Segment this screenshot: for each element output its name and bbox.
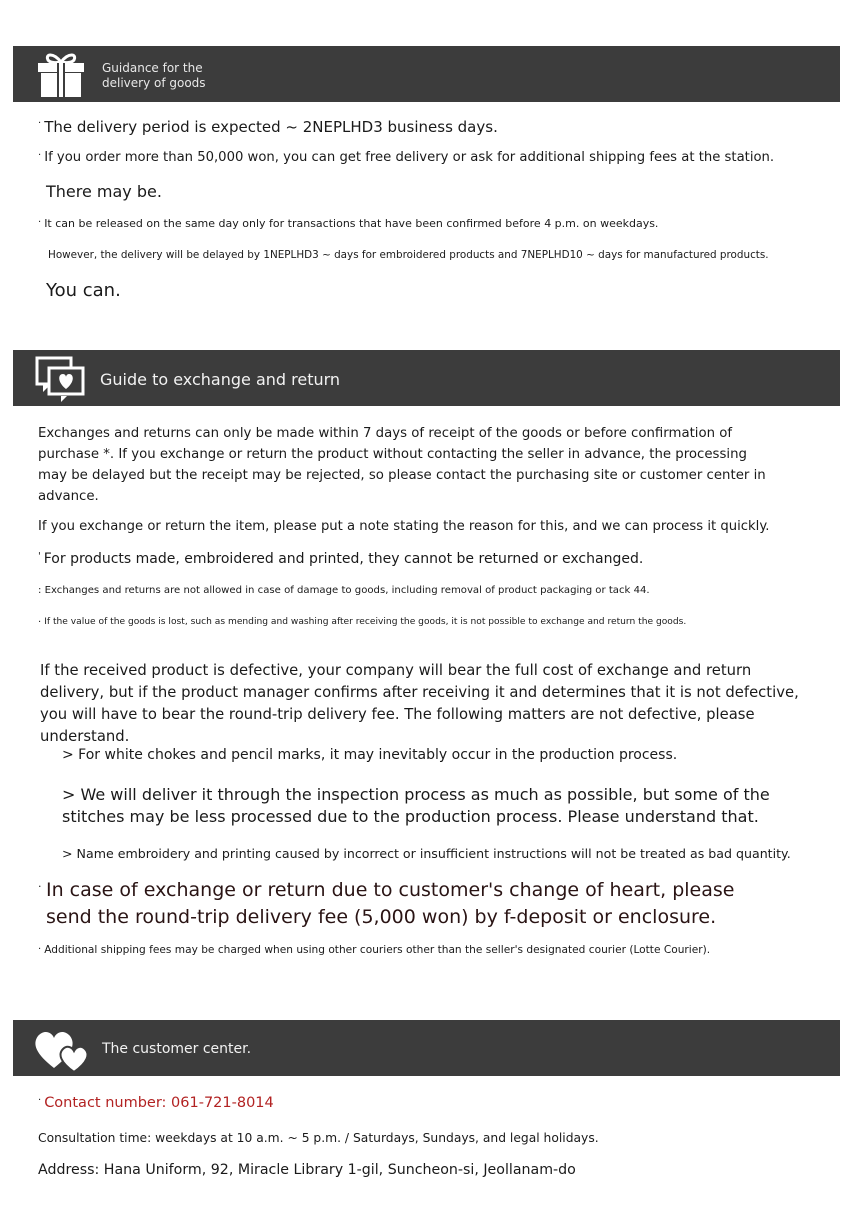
exchange-note: If you exchange or return the item, please put a note stating the reason for this, and we can process it quickly. <box>38 519 770 534</box>
delivery-banner <box>13 46 840 102</box>
delivery-item: · The delivery period is expected ~ 2NEPLHD3 business days. <box>38 118 498 136</box>
exchange-additional-fees-text: Additional shipping fees may be charged when using other couriers other than the seller's designated courier (Lotte Courier). <box>44 944 711 956</box>
exchange-change-of-heart: In case of exchange or return due to customer's change of heart, please send the round-trip delivery fee (5,000 won) by f-deposit or enclosure. <box>46 879 735 928</box>
delivery-heading-line2: delivery of goods <box>102 76 206 90</box>
delivery-item-text: It can be released on the same day only for transactions that have been confirmed before 4 p.m. on weekdays. <box>44 217 659 230</box>
exchange-banner <box>13 350 840 406</box>
delivery-item-text: The delivery period is expected ~ 2NEPLHD3 business days. <box>44 118 498 136</box>
hearts-icon <box>31 1024 91 1072</box>
customer-heading: The customer center. <box>102 1041 252 1057</box>
exchange-sub-item: > We will deliver it through the inspection process as much as possible, but some of the stitches may be less processed due to the production process. Please understand that. <box>62 785 770 826</box>
exchange-para: Exchanges and returns can only be made within 7 days of receipt of the goods or before confirmation of purchase *. If you exchange or return the product without contacting the seller in advance, the processing may be delayed but the receipt may be rejected, so please contact the purchasing site or customer center in advance. <box>38 426 766 504</box>
delivery-item: However, the delivery will be delayed by 1NEPLHD3 ~ days for embroidered products and 7NEPLHD10 ~ days for manufactured products. <box>48 249 769 261</box>
gift-icon <box>35 50 87 98</box>
exchange-value-lost-text: If the value of the goods is lost, such as mending and washing after receiving the goods, it is not possible to exchange and return the goods. <box>44 617 687 627</box>
exchange-defective: If the received product is defective, your company will bear the full cost of exchange and return delivery, but if the product manager confirms after receiving it and determines that it is not defective, you will have to bear the round-trip delivery fee. The following matters are not defective, please understand. <box>40 662 799 745</box>
delivery-item-text: If you order more than 50,000 won, you can get free delivery or ask for additional shipping fees at the station. <box>44 150 775 165</box>
customer-contact: · Contact number: 061-721-8014 <box>38 1095 274 1111</box>
exchange-sub-item: > Name embroidery and printing caused by incorrect or insufficient instructions will not be treated as bad quantity. <box>62 846 791 861</box>
delivery-item: · If you order more than 50,000 won, you can get free delivery or ask for additional shipping fees at the station. <box>38 150 775 165</box>
exchange-made-products-text: For products made, embroidered and printed, they cannot be returned or exchanged. <box>43 551 644 567</box>
exchange-value-lost: · If the value of the goods is lost, such as mending and washing after receiving the goods, it is not possible to exchange and return the goods. <box>38 617 687 628</box>
exchange-additional-fees: · Additional shipping fees may be charged when using other couriers other than the seller's designated courier (Lotte Courier). <box>38 944 711 956</box>
delivery-item: There may be. <box>46 182 162 201</box>
contact-number: Contact number: 061-721-8014 <box>44 1095 274 1111</box>
exchange-made-products: ' For products made, embroidered and printed, they cannot be returned or exchanged. <box>38 551 644 567</box>
delivery-item: You can. <box>46 280 121 301</box>
exchange-sub-item: > For white chokes and pencil marks, it may inevitably occur in the production process. <box>62 747 678 763</box>
delivery-heading-line1: Guidance for the <box>102 61 203 75</box>
exchange-heading: Guide to exchange and return <box>100 370 341 389</box>
customer-address: Address: Hana Uniform, 92, Miracle Library 1-gil, Suncheon-si, Jeollanam-do <box>38 1162 576 1178</box>
chat-heart-icon <box>35 354 87 402</box>
customer-banner <box>13 1020 840 1076</box>
exchange-damage: : Exchanges and returns are not allowed in case of damage to goods, including removal of product packaging or tack 44. <box>38 585 650 596</box>
delivery-item: · It can be released on the same day only for transactions that have been confirmed before 4 p.m. on weekdays. <box>38 217 659 230</box>
bullet-icon: · <box>38 880 42 893</box>
customer-hours: Consultation time: weekdays at 10 a.m. ~ 5 p.m. / Saturdays, Sundays, and legal holidays. <box>38 1131 599 1145</box>
